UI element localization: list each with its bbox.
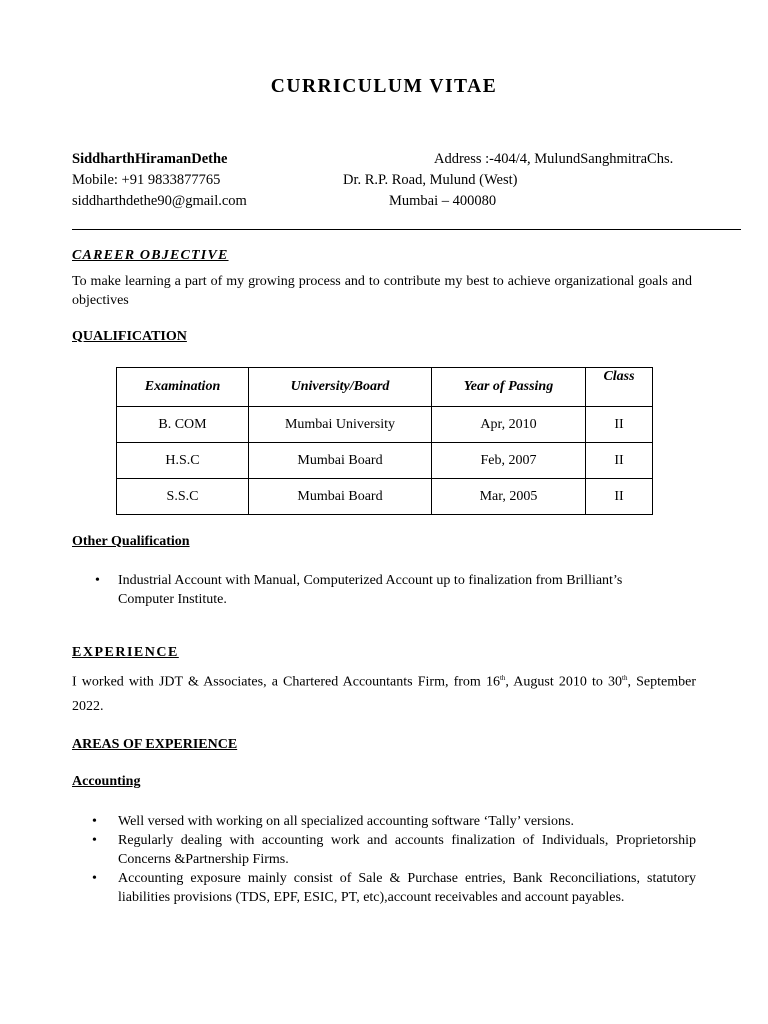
mobile-number: Mobile: +91 9833877765 [72,172,221,188]
experience-heading: EXPERIENCE [72,645,179,660]
table-cell: B. COM [117,407,249,443]
experience-text [72,666,696,719]
list-item [72,571,632,609]
table-row [117,479,653,515]
address-line-1: Address :-404/4, MulundSanghmitraChs. [434,151,674,167]
bullet-icon: • [95,573,100,588]
column-header: Examination [117,368,249,407]
column-header: University/Board [249,368,432,407]
ordinal-suffix: th [499,674,506,682]
other-qualification-heading: Other Qualification [72,534,190,549]
ordinal-suffix: th [622,674,628,682]
table-cell: H.S.C [117,443,249,479]
bullet-icon: • [92,833,97,848]
accounting-subheading: Accounting [72,774,141,789]
address-line-3: Mumbai – 400080 [389,193,497,209]
list-item-text: Accounting exposure mainly consist of Sale & Purchase entries, Bank Reconciliations, statutory liabilities provisions (TDS, EPF, ESIC, PT, etc),account receivables and account payables. [118,871,696,905]
experience-text-part: , August 2010 to 30 [505,674,623,690]
table-cell: S.S.C [117,479,249,515]
qualification-table [116,367,653,515]
table-cell: II [586,479,653,515]
list-item [72,869,696,907]
column-header: Class [586,368,653,407]
candidate-name: SiddharthHiramanDethe [72,151,228,167]
list-item-text: Industrial Account with Manual, Computerized Account up to finalization from Brilliant’s Computer Institute. [118,573,623,607]
table-cell: Apr, 2010 [432,407,586,443]
table-cell: Mumbai University [249,407,432,443]
career-objective-text: To make learning a part of my growing process and to contribute my best to achieve organizational goals and objectives [72,274,692,308]
table-cell: II [586,407,653,443]
list-item [72,812,696,831]
column-header: Year of Passing [432,368,586,407]
areas-of-experience-heading: AREAS OF EXPERIENCE [72,737,238,752]
header-divider [72,229,741,230]
bullet-icon: • [92,814,97,829]
list-item [72,831,696,869]
table-cell: II [586,443,653,479]
bullet-icon: • [92,871,97,886]
accounting-experience-list [72,812,696,907]
list-item-text: Well versed with working on all specialized accounting software ‘Tally’ versions. [118,814,574,829]
email-address: siddharthdethe90@gmail.com [72,193,247,209]
table-cell: Feb, 2007 [432,443,586,479]
list-item-text: Regularly dealing with accounting work and accounts finalization of Individuals, Proprietorship Concerns &Partnership Firms. [118,833,696,867]
table-header-row [117,368,653,407]
other-qualification-list [72,571,632,609]
table-row [117,443,653,479]
table-cell: Mumbai Board [249,479,432,515]
experience-text-part: I worked with JDT & Associates, a Chartered Accountants Firm, from 16 [72,674,500,690]
qualification-heading: QUALIFICATION [72,329,187,344]
experience-text-part: , September 2022. [72,674,696,714]
address-line-2: Dr. R.P. Road, Mulund (West) [343,172,518,188]
table-row [117,407,653,443]
page-title: CURRICULUM VITAE [270,76,498,97]
table-cell: Mumbai Board [249,443,432,479]
table-cell: Mar, 2005 [432,479,586,515]
career-objective-heading: CAREER OBJECTIVE [72,248,229,263]
